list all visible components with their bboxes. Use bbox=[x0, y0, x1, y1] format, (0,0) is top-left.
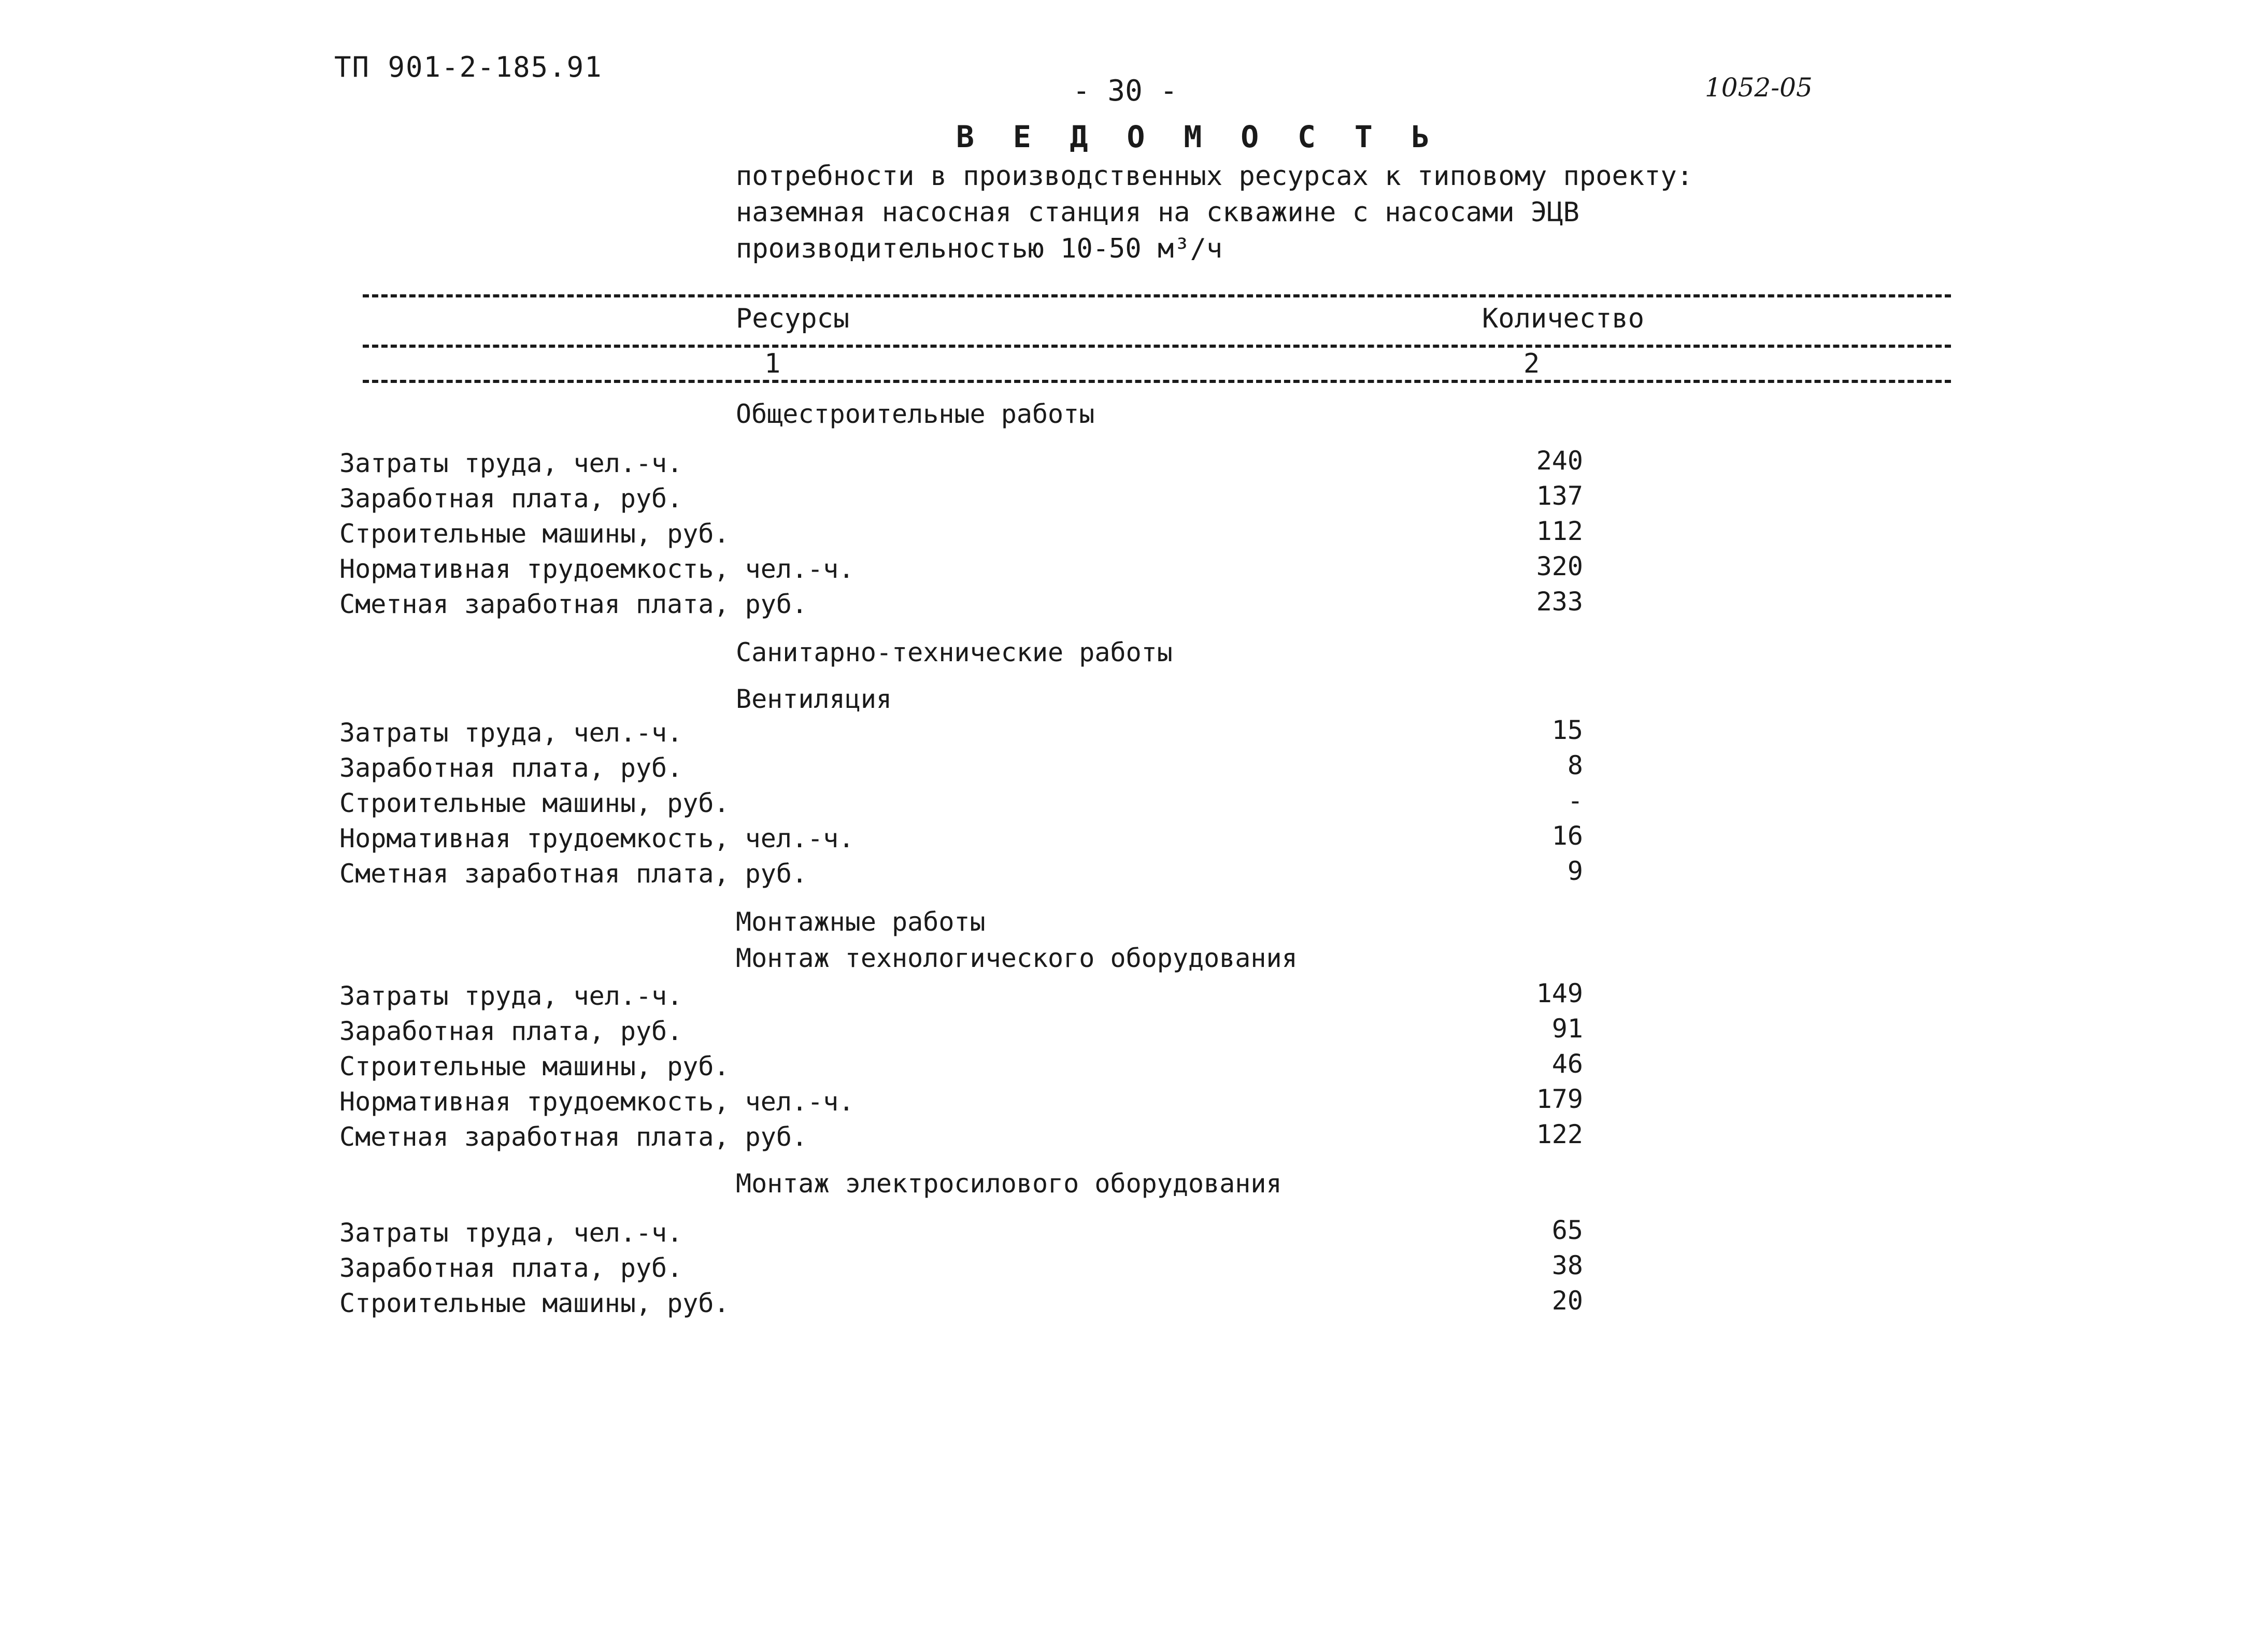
row-value: 65 bbox=[1551, 1215, 1583, 1245]
column-number-1: 1 bbox=[764, 348, 781, 379]
handwritten-reference: 1052-05 bbox=[1705, 73, 1813, 103]
row-label: Затраты труда, чел.-ч. bbox=[339, 1218, 683, 1248]
row-value: - bbox=[1567, 786, 1583, 816]
column-header-resources: Ресурсы bbox=[736, 303, 850, 334]
row-label: Строительные машины, руб. bbox=[339, 1288, 730, 1318]
row-value: 91 bbox=[1551, 1014, 1583, 1044]
row-value: 240 bbox=[1536, 446, 1583, 476]
document-code: ТП 901-2-185.91 bbox=[334, 51, 603, 83]
row-label: Затраты труда, чел.-ч. bbox=[339, 448, 683, 478]
column-number-2: 2 bbox=[1523, 348, 1540, 379]
header-rule bbox=[363, 345, 1951, 348]
section-heading: Монтажные работы bbox=[736, 907, 986, 937]
row-value: 233 bbox=[1536, 587, 1583, 617]
column-header-quantity: Количество bbox=[1482, 303, 1645, 334]
row-value: 16 bbox=[1551, 821, 1583, 851]
section-subheading: Монтаж технологического оборудования bbox=[736, 943, 1298, 973]
row-label: Строительные машины, руб. bbox=[339, 788, 730, 818]
section-heading: Монтаж электросилового оборудования bbox=[736, 1169, 1282, 1199]
row-label: Строительные машины, руб. bbox=[339, 519, 730, 549]
row-label: Строительные машины, руб. bbox=[339, 1051, 730, 1081]
row-label: Затраты труда, чел.-ч. bbox=[339, 981, 683, 1011]
row-value: 137 bbox=[1536, 481, 1583, 511]
table-top-rule bbox=[363, 294, 1951, 297]
row-label: Нормативная трудоемкость, чел.-ч. bbox=[339, 554, 854, 584]
row-label: Затраты труда, чел.-ч. bbox=[339, 718, 683, 748]
row-label: Нормативная трудоемкость, чел.-ч. bbox=[339, 1087, 854, 1117]
row-label: Сметная заработная плата, руб. bbox=[339, 589, 808, 619]
row-value: 38 bbox=[1551, 1250, 1583, 1280]
row-value: 149 bbox=[1536, 978, 1583, 1008]
row-value: 179 bbox=[1536, 1084, 1583, 1114]
row-label: Заработная плата, руб. bbox=[339, 753, 683, 783]
row-label: Сметная заработная плата, руб. bbox=[339, 1122, 808, 1152]
row-value: 8 bbox=[1567, 750, 1583, 780]
section-subheading: Вентиляция bbox=[736, 684, 892, 714]
section-heading: Санитарно-технические работы bbox=[736, 637, 1173, 667]
subtitle-line: наземная насосная станция на скважине с насосами ЭЦВ bbox=[736, 197, 1579, 228]
row-value: 20 bbox=[1551, 1286, 1583, 1316]
row-value: 122 bbox=[1536, 1119, 1583, 1149]
document-title: В Е Д О М О С Т Ь bbox=[956, 119, 1440, 154]
subtitle-line: потребности в производственных ресурсах к типовому проекту: bbox=[736, 161, 1693, 192]
header-bottom-rule bbox=[363, 380, 1951, 383]
row-label: Нормативная трудоемкость, чел.-ч. bbox=[339, 823, 854, 853]
row-value: 112 bbox=[1536, 516, 1583, 546]
section-heading: Общестроительные работы bbox=[736, 399, 1095, 429]
row-label: Заработная плата, руб. bbox=[339, 483, 683, 514]
row-value: 15 bbox=[1551, 715, 1583, 745]
row-label: Заработная плата, руб. bbox=[339, 1016, 683, 1046]
page-number: - 30 - bbox=[1073, 74, 1178, 108]
row-label: Заработная плата, руб. bbox=[339, 1253, 683, 1283]
row-value: 9 bbox=[1567, 856, 1583, 886]
subtitle-line: производительностью 10-50 м³/ч bbox=[736, 233, 1223, 264]
row-value: 46 bbox=[1551, 1049, 1583, 1079]
row-value: 320 bbox=[1536, 551, 1583, 581]
row-label: Сметная заработная плата, руб. bbox=[339, 859, 808, 889]
